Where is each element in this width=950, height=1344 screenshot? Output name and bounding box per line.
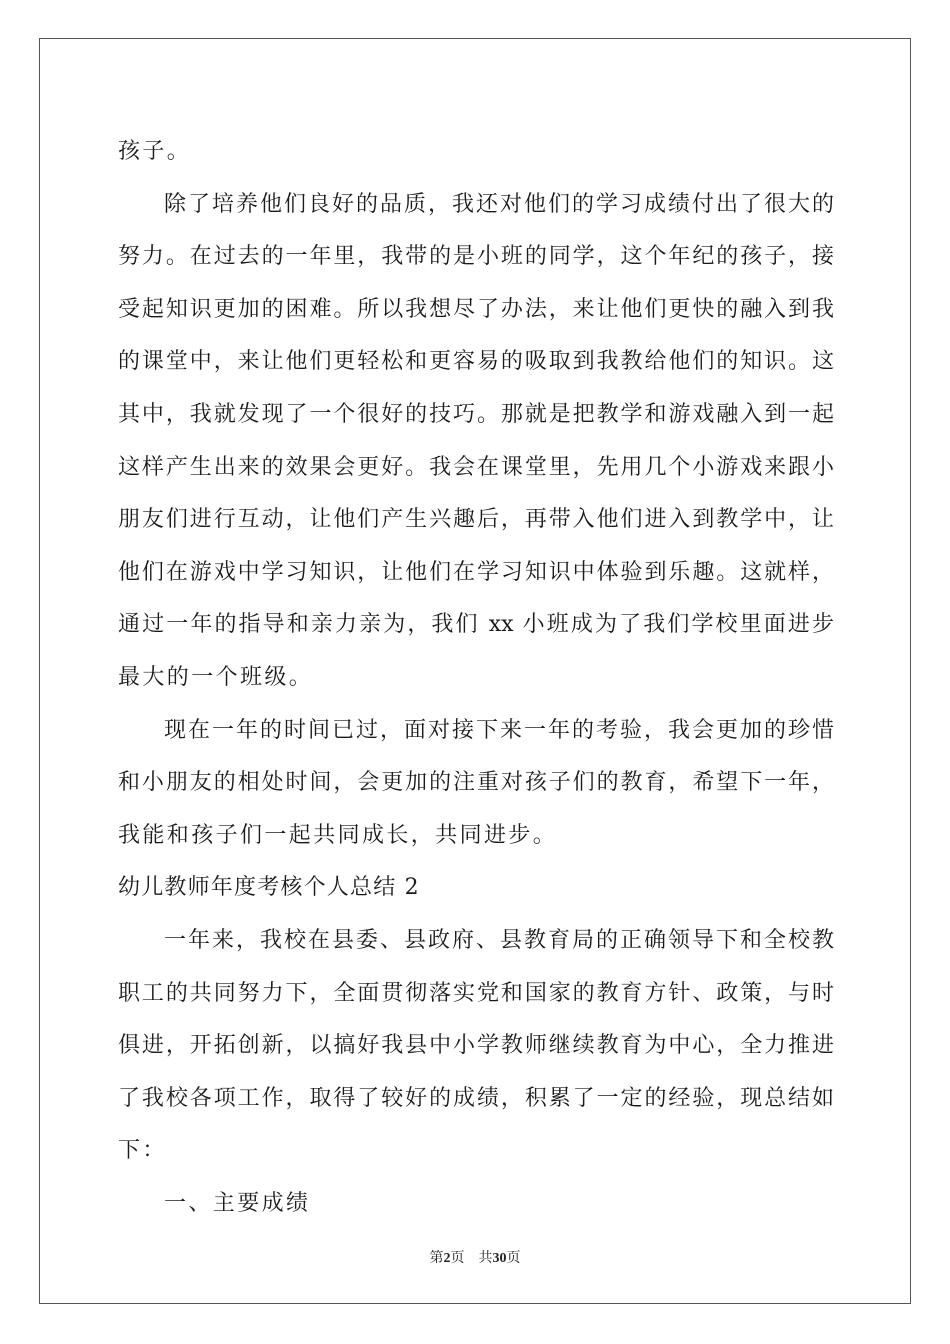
footer-page-suffix: 页 (450, 1251, 465, 1266)
text-line: 受起知识更加的困难。所以我想尽了办法，来让他们更快的融入到我 (118, 296, 834, 322)
page-footer (0, 1247, 950, 1267)
footer-prefix: 第 (429, 1251, 444, 1266)
text-line: 孩子。 (118, 139, 192, 164)
text-line: 现在一年的时间已过，面对接下来一年的考验，我会更加的珍惜 (164, 717, 834, 743)
text-line: 他们在游戏中学习知识，让他们在学习知识中体验到乐趣。这就样， (118, 559, 834, 585)
text-line: 最大的一个班级。 (118, 664, 314, 690)
text-line: 和小朋友的相处时间，会更加的注重对孩子们的教育，希望下一年， (118, 770, 834, 796)
text-line: 努力。在过去的一年里，我带的是小班的同学，这个年纪的孩子，接 (118, 244, 834, 270)
text-line: 我能和孩子们一起共同成长，共同进步。 (118, 822, 558, 848)
text-line: 俱进，开拓创新，以搞好我县中小学教师继续教育为中心，全力推进 (118, 1033, 834, 1059)
text-line: 下： (118, 1138, 167, 1164)
text-line: 职工的共同努力下，全面贯彻落实党和国家的教育方针、政策，与时 (118, 980, 834, 1006)
text-line: 一年来，我校在县委、县政府、县教育局的正确领导下和全校教 (164, 927, 834, 953)
footer-total-prefix: 共 (478, 1251, 493, 1266)
document-body (118, 126, 834, 1230)
total-page-count: 30 (492, 1251, 507, 1266)
text-line: 其中，我就发现了一个很好的技巧。那就是把教学和游戏融入到一起 (118, 401, 834, 427)
text-line: 通过一年的指导和亲力亲为，我们 xx 小班成为了我们学校里面进步 (118, 612, 834, 638)
text-line: 这样产生出来的效果会更好。我会在课堂里，先用几个小游戏来跟小 (118, 454, 834, 480)
text-line: 一、主要成绩 (164, 1190, 311, 1216)
text-line: 的课堂中，来让他们更轻松和更容易的吸取到我教给他们的知识。这 (118, 349, 834, 375)
text-line: 了我校各项工作，取得了较好的成绩，积累了一定的经验，现总结如 (118, 1085, 834, 1111)
text-line: 除了培养他们良好的品质，我还对他们的学习成绩付出了很大的 (164, 191, 834, 217)
footer-total-suffix: 页 (506, 1251, 521, 1266)
section-heading: 幼儿教师年度考核个人总结 2 (118, 875, 420, 901)
current-page-number: 2 (443, 1251, 451, 1266)
text-line: 朋友们进行互动，让他们产生兴趣后，再带入他们进入到教学中，让 (118, 507, 834, 533)
